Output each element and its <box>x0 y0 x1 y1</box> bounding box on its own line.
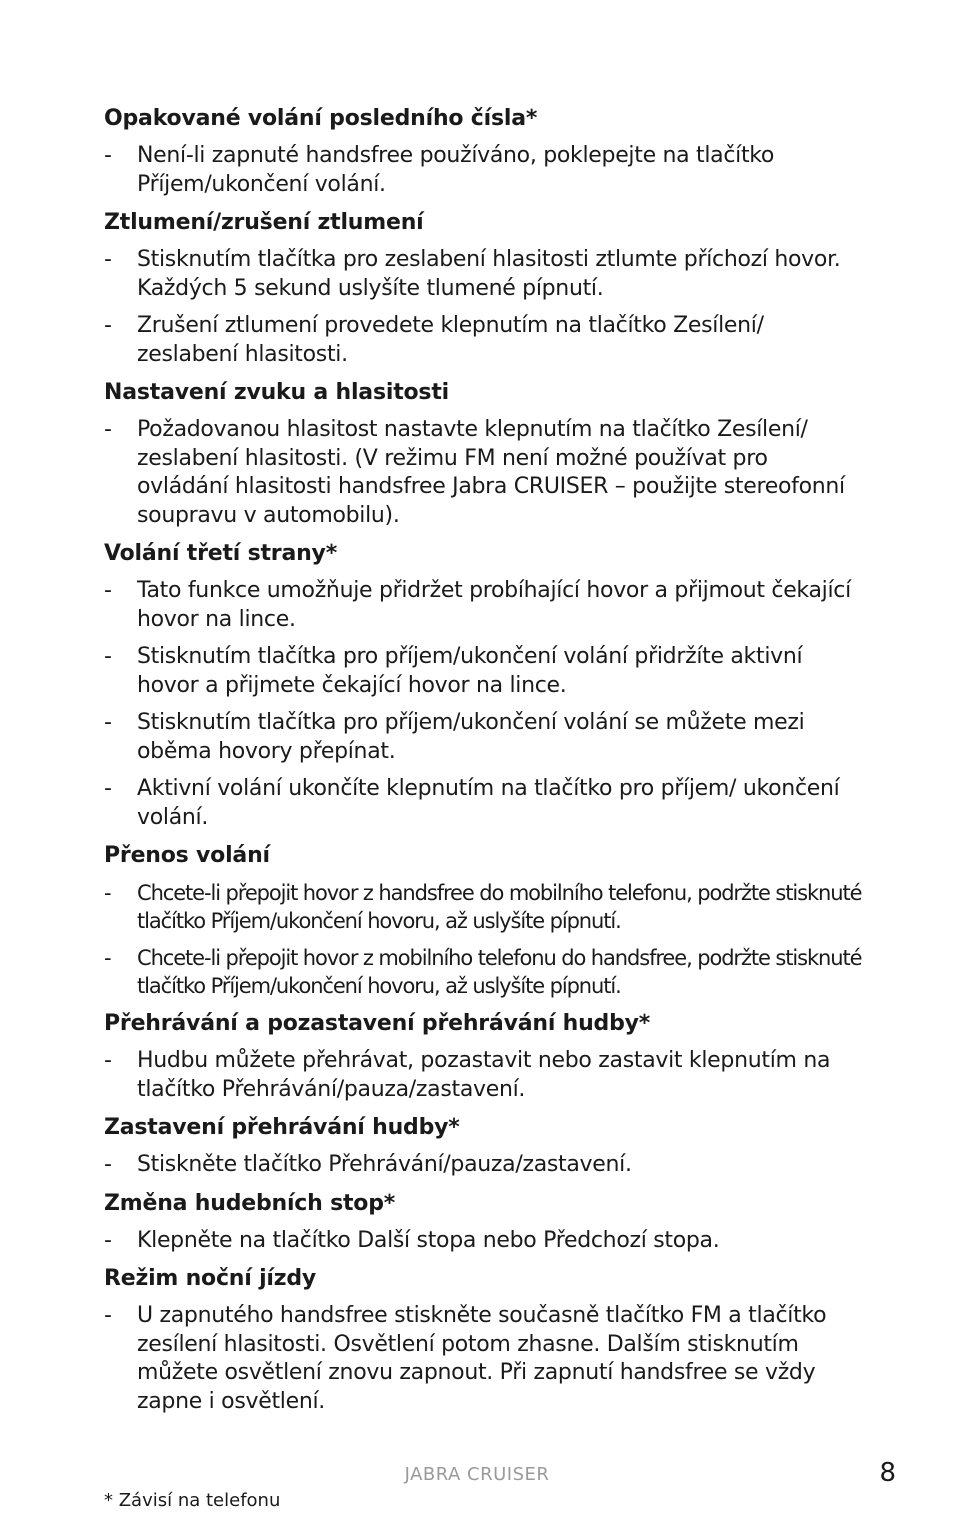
section-heading: Zastavení přehrávání hudby* <box>104 1115 460 1140</box>
list-item-text: Chcete-li přepojit hovor z handsfree do mobilního telefonu, podržte stisknuté tlačítko Příjem/ukončení hovoru, až uslyšíte pípnutí. <box>137 881 862 933</box>
bullet-list <box>104 1151 864 1180</box>
list-item <box>104 1302 864 1416</box>
section-heading: Přehrávání a pozastavení přehrávání hudby* <box>104 1011 651 1036</box>
bullet-dash: - <box>104 1227 112 1253</box>
footnote: * Závisí na telefonu <box>104 1490 281 1511</box>
bullet-list <box>104 1302 864 1416</box>
bullet-dash: - <box>104 776 112 801</box>
footer-brand: JABRA CRUISER <box>404 1464 550 1485</box>
list-item <box>104 944 864 1000</box>
list-item-text: Aktivní volání ukončíte klepnutím na tlačítko pro příjem/ ukončení volání. <box>137 776 840 830</box>
bullet-list <box>104 577 864 832</box>
list-item <box>104 312 864 369</box>
bullet-dash: - <box>104 578 112 603</box>
list-item-text: Chcete-li přepojit hovor z mobilního telefonu do handsfree, podržte stisknuté tlačítko Příjem/ukončení hovoru, až uslyšíte pípnutí. <box>137 946 862 998</box>
list-item <box>104 416 864 530</box>
bullet-dash: - <box>104 143 112 168</box>
list-item <box>104 1151 864 1180</box>
section-heading: Ztlumení/zrušení ztlumení <box>104 210 424 235</box>
list-item-text: Stisknutím tlačítka pro zeslabení hlasitosti ztlumte příchozí hovor. Každých 5 sekund uslyšíte tlumené pípnutí. <box>137 247 841 301</box>
bullet-dash: - <box>104 881 111 905</box>
bullet-list <box>104 879 864 1000</box>
bullet-list <box>104 142 864 199</box>
bullet-dash: - <box>104 644 112 669</box>
list-item <box>104 709 864 766</box>
list-item-text: Stiskněte tlačítko Přehrávání/pauza/zastavení. <box>137 1152 632 1177</box>
section-night-mode <box>104 1264 864 1416</box>
list-item <box>104 775 864 832</box>
bullet-dash: - <box>104 247 112 272</box>
section-heading: Režim noční jízdy <box>104 1266 317 1291</box>
section-heading: Změna hudebních stop* <box>104 1190 396 1216</box>
list-item <box>104 879 864 935</box>
list-item <box>104 577 864 634</box>
list-item-text: Stisknutím tlačítka pro příjem/ukončení volání se můžete mezi oběma hovory přepínat. <box>137 710 805 764</box>
section-volume <box>104 378 864 530</box>
list-item-text: Není-li zapnuté handsfree používáno, poklepejte na tlačítko Příjem/ukončení volání. <box>137 143 775 197</box>
list-item-text: U zapnutého handsfree stiskněte současně tlačítko FM a tlačítko zesílení hlasitosti. Osvětlení potom zhasne. Dalším stisknutím můžete osvětlení znovu zapnout. Při zapnutí handsfree se vždy zapne i osvětlení. <box>137 1303 827 1414</box>
section-mute <box>104 208 864 369</box>
bullet-dash: - <box>104 417 112 442</box>
list-item <box>104 1047 864 1104</box>
bullet-dash: - <box>104 710 112 735</box>
list-item-text: Zrušení ztlumení provedete klepnutím na tlačítko Zesílení/ zeslabení hlasitosti. <box>137 313 764 367</box>
bullet-dash: - <box>104 1303 112 1328</box>
bullet-list <box>104 416 864 530</box>
list-item-text: Hudbu můžete přehrávat, pozastavit nebo zastavit klepnutím na tlačítko Přehrávání/pauza/zastavení. <box>137 1048 831 1102</box>
page-number: 8 <box>879 1458 896 1488</box>
bullet-list <box>104 1227 864 1256</box>
section-redial <box>104 104 864 199</box>
bullet-dash: - <box>104 1152 112 1177</box>
list-item <box>104 142 864 199</box>
list-item-text: Klepněte na tlačítko Další stopa nebo Předchozí stopa. <box>137 1227 720 1253</box>
list-item <box>104 1227 864 1256</box>
bullet-list <box>104 1047 864 1104</box>
list-item-text: Stisknutím tlačítka pro příjem/ukončení volání přidržíte aktivní hovor a přijmete čekající hovor na lince. <box>137 644 803 698</box>
bullet-dash: - <box>104 946 111 970</box>
bullet-dash: - <box>104 1048 112 1073</box>
page-content <box>104 104 864 1425</box>
section-call-waiting <box>104 539 864 832</box>
section-heading: Opakované volání posledního čísla* <box>104 106 538 131</box>
section-heading: Přenos volání <box>104 843 270 868</box>
list-item-text: Požadovanou hlasitost nastavte klepnutím na tlačítko Zesílení/ zeslabení hlasitosti. (V režimu FM není možné používat pro ovládání hlasitosti handsfree Jabra CRUISER – použijte stereofonní soupravu v automobilu). <box>137 417 845 528</box>
section-heading: Nastavení zvuku a hlasitosti <box>104 380 449 405</box>
bullet-dash: - <box>104 313 112 338</box>
list-item <box>104 246 864 303</box>
section-change-track <box>104 1189 864 1256</box>
section-heading: Volání třetí strany* <box>104 541 338 566</box>
list-item <box>104 643 864 700</box>
section-stop-music <box>104 1113 864 1180</box>
bullet-list <box>104 246 864 369</box>
section-play-pause <box>104 1009 864 1104</box>
section-call-transfer <box>104 841 864 1000</box>
list-item-text: Tato funkce umožňuje přidržet probíhající hovor a přijmout čekající hovor na lince. <box>137 578 851 632</box>
